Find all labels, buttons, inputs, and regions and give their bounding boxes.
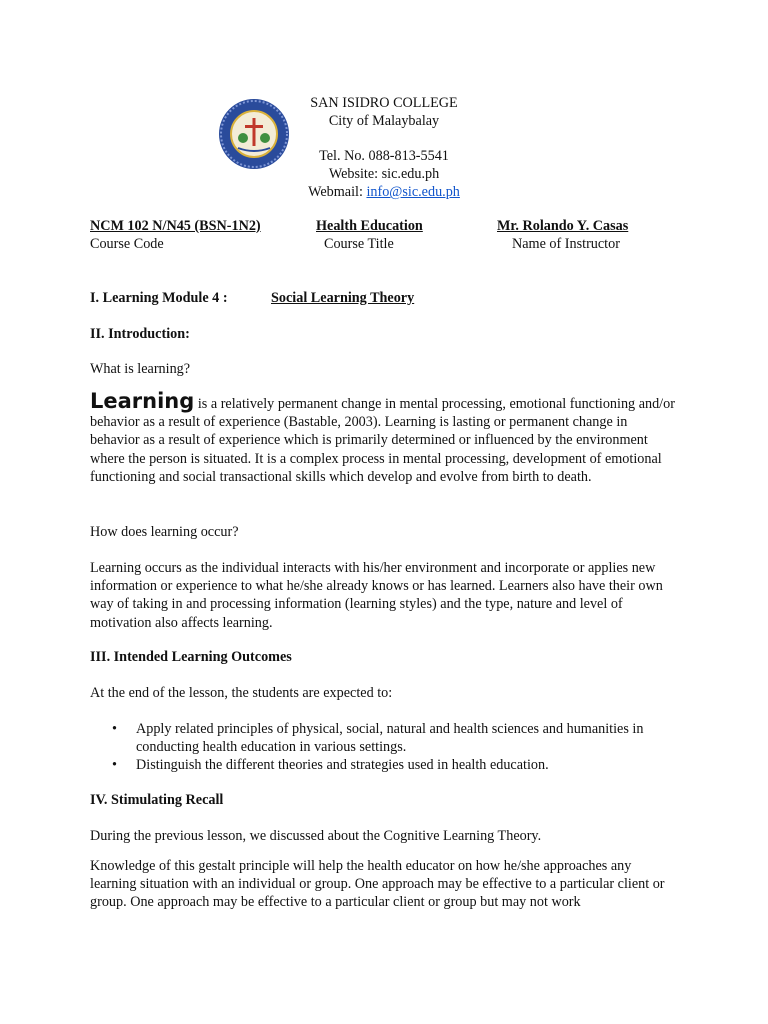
course-title: Health Education	[316, 218, 423, 234]
telephone: Tel. No. 088-813-5541	[319, 148, 449, 164]
website: Website: sic.edu.ph	[328, 166, 440, 182]
answer-how-learning-occurs: Learning occurs as the individual interacts with his/her environment and incorporate or applies new information or experience to what he/she already knows or has learned. Learners also have their own way of taking in and processing information (learning styles) and the type, nature and level of motivation also affects learning.	[90, 560, 663, 631]
webmail-link[interactable]: info@sic.edu.ph	[366, 184, 460, 200]
bullet-icon: •	[112, 721, 117, 737]
module-label: I. Learning Module 4 :	[90, 290, 228, 306]
college-header	[250, 94, 518, 201]
question-what-is-learning: What is learning?	[90, 361, 191, 377]
module-title: Social Learning Theory	[271, 290, 415, 306]
learning-keyword: Learning	[90, 389, 195, 413]
course-title-label: Course Title	[324, 236, 394, 252]
recall-paragraph-1: During the previous lesson, we discussed about the Cognitive Learning Theory.	[90, 828, 542, 844]
outcomes-heading: III. Intended Learning Outcomes	[90, 649, 292, 665]
institution-name: SAN ISIDRO COLLEGE	[310, 95, 458, 111]
intro-heading: II. Introduction:	[90, 326, 190, 342]
outcome-text: Apply related principles of physical, social, natural and health sciences and humanities in conducting health education in various settings.	[136, 721, 644, 756]
instructor-name: Mr. Rolando Y. Casas	[497, 218, 629, 234]
course-code: NCM 102 N/N45 (BSN-1N2)	[90, 218, 261, 234]
bullet-icon: •	[112, 757, 117, 774]
webmail-line	[250, 183, 518, 201]
list-item	[112, 756, 682, 774]
learning-definition	[90, 389, 680, 486]
outcomes-list	[112, 720, 682, 775]
webmail-label: Webmail:	[308, 184, 367, 200]
list-item	[112, 720, 682, 756]
outcomes-lead: At the end of the lesson, the students are expected to:	[90, 685, 393, 701]
recall-paragraph-2: Knowledge of this gestalt principle will help the health educator on how he/she approaches any learning situation with an individual or group. One approach may be effective to a particular client or group. One approach may be effective to a particular client or group but may not work	[90, 858, 665, 911]
institution-city: City of Malaybalay	[328, 113, 440, 129]
outcome-text: Distinguish the different theories and strategies used in health education.	[136, 757, 549, 774]
recall-heading: IV. Stimulating Recall	[90, 792, 224, 808]
course-code-label: Course Code	[90, 236, 164, 252]
definition-text: is a relatively permanent change in mental processing, emotional functioning and/or behavior as a result of experience (Bastable, 2003). Learning is lasting or permanent change in behavior as a result of experience which is primarily determined or influenced by the environment where the person is situated. It is a complex process in mental processing, development of emotional functioning and social transactional skills which develop and evolve from birth to death.	[90, 396, 675, 485]
question-how-learning-occurs: How does learning occur?	[90, 524, 239, 540]
instructor-label: Name of Instructor	[512, 236, 620, 252]
